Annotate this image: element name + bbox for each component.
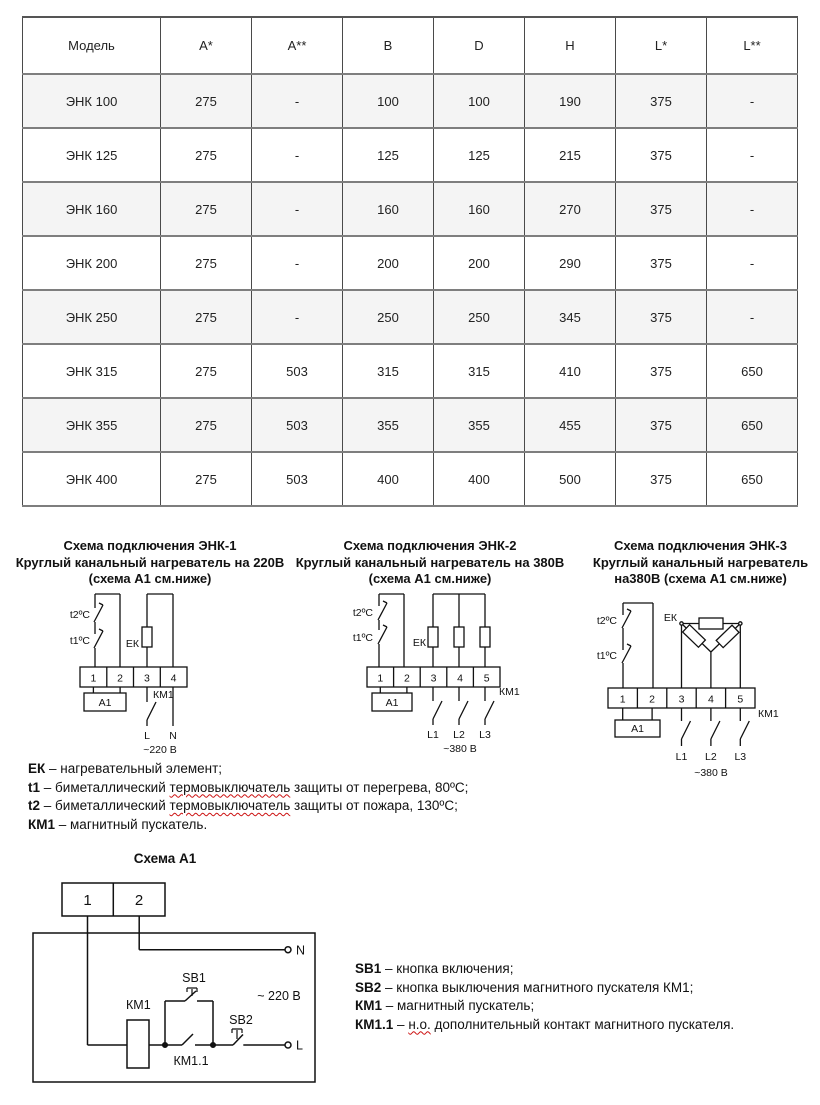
- diagram3-circuit: [580, 590, 815, 790]
- km1-contact-2: [711, 708, 720, 746]
- table-cell: 250: [434, 290, 525, 344]
- legend-text: – биметаллический: [43, 798, 166, 813]
- table-cell: ЭНК 200: [23, 236, 161, 290]
- legend-line-t1: [28, 779, 468, 798]
- legend-line-ek: [28, 760, 468, 779]
- table-cell: 315: [434, 344, 525, 398]
- t1-label: t1ºC: [596, 650, 617, 662]
- table-header-cell: H: [525, 17, 616, 74]
- legend-text: – биметаллический: [43, 779, 166, 795]
- legend-line-t2: [28, 797, 468, 816]
- voltage-label: ~380 В: [443, 743, 477, 755]
- table-cell: -: [707, 290, 798, 344]
- sb2-contact-blade: [233, 1035, 243, 1046]
- table-cell: 410: [525, 344, 616, 398]
- table-cell: 315: [343, 344, 434, 398]
- diagram3-title-line1: Схема подключения ЭНК-3: [614, 538, 787, 553]
- table-cell: 400: [434, 452, 525, 506]
- table-header-cell: A**: [252, 17, 343, 74]
- sb1-contact-blade: [185, 991, 196, 1001]
- table-cell: 375: [616, 128, 707, 182]
- neutral-n-label: N: [296, 943, 306, 958]
- table-row: [23, 128, 798, 182]
- table-cell: 275: [161, 74, 252, 128]
- table-header-cell: D: [434, 17, 525, 74]
- terminal-3: 3: [430, 672, 437, 685]
- legend-key: КМ1: [355, 998, 382, 1013]
- phase-l1-label: L1: [675, 751, 688, 763]
- diagram1-title: [15, 538, 285, 588]
- neutral-n-label: N: [169, 730, 177, 742]
- diagram2-title: [295, 538, 565, 588]
- table-cell: -: [252, 290, 343, 344]
- legend-text-misspelled: термовыключатель: [169, 779, 291, 795]
- diagram2-title-line1: Схема подключения ЭНК-2: [343, 538, 517, 553]
- ek-label: ЕК: [412, 637, 426, 649]
- table-cell: ЭНК 355: [23, 398, 161, 452]
- table-cell: -: [707, 182, 798, 236]
- heater-resistor-ek1: [428, 627, 438, 647]
- table-cell: ЭНК 125: [23, 128, 161, 182]
- terminal-2: 2: [649, 693, 656, 706]
- t1-label: t1ºC: [69, 635, 90, 647]
- table-cell: 275: [161, 398, 252, 452]
- table-row: [23, 290, 798, 344]
- table-cell: 375: [616, 344, 707, 398]
- terminal-3: 3: [678, 693, 685, 706]
- sb1-label: SB1: [182, 971, 206, 985]
- n-terminal: [285, 947, 291, 953]
- t1-label: t1ºC: [352, 632, 373, 644]
- legend-line-sb2: [355, 979, 734, 998]
- heater-resistor-ek: [142, 627, 152, 647]
- table-cell: 275: [161, 236, 252, 290]
- terminal-1: 1: [83, 892, 92, 909]
- a1-label: А1: [631, 723, 644, 735]
- legend-scheme-a1: [355, 960, 734, 1034]
- table-cell: 650: [707, 398, 798, 452]
- table-cell: 650: [707, 344, 798, 398]
- table-cell: 290: [525, 236, 616, 290]
- table-row: [23, 74, 798, 128]
- table-cell: ЭНК 250: [23, 290, 161, 344]
- diagram1-title-line1: Схема подключения ЭНК-1: [63, 538, 237, 553]
- voltage-label: ~380 В: [694, 767, 728, 779]
- table-cell: -: [707, 128, 798, 182]
- table-body: [23, 74, 798, 506]
- table-cell: -: [252, 74, 343, 128]
- table-cell: ЭНК 400: [23, 452, 161, 506]
- terminal-1: 1: [90, 672, 97, 685]
- km1-contact-3: [485, 687, 494, 725]
- table-cell: 250: [343, 290, 434, 344]
- delta-node-left: [680, 622, 683, 625]
- table-cell: -: [252, 182, 343, 236]
- table-cell: -: [252, 128, 343, 182]
- table-cell: 275: [161, 344, 252, 398]
- table-cell: 275: [161, 290, 252, 344]
- ek-label: ЕК: [663, 612, 677, 624]
- table-cell: 455: [525, 398, 616, 452]
- table-cell: 125: [343, 128, 434, 182]
- table-row: [23, 236, 798, 290]
- a1-label: А1: [385, 697, 399, 709]
- legend-text: – кнопка выключения магнитного пускателя КМ1;: [385, 979, 694, 995]
- legend-text-misspelled: н.о.: [408, 1016, 431, 1032]
- legend-key: SB1: [355, 961, 382, 976]
- phase-l3-label: L3: [479, 729, 491, 741]
- table-cell: 200: [434, 236, 525, 290]
- table-cell: 375: [616, 74, 707, 128]
- table-cell: 375: [616, 452, 707, 506]
- table-cell: -: [252, 236, 343, 290]
- table-cell: ЭНК 100: [23, 74, 161, 128]
- diagram1-title-line2: Круглый канальный нагреватель на 220В: [15, 554, 285, 570]
- voltage-label: ~220 В: [143, 744, 177, 756]
- km1-label: КМ1: [758, 708, 779, 720]
- table-cell: 503: [252, 344, 343, 398]
- table-header-cell: L*: [616, 17, 707, 74]
- table-cell: ЭНК 160: [23, 182, 161, 236]
- terminal-4: 4: [457, 672, 464, 685]
- junction-dot-left: [163, 1043, 168, 1048]
- km1-label: КМ1: [153, 689, 174, 701]
- table-header-cell: A*: [161, 17, 252, 74]
- terminal-2: 2: [134, 892, 144, 909]
- km1-contact-1: [682, 708, 691, 746]
- diagram1-title-line3: (схема А1 см.ниже): [88, 571, 212, 586]
- terminal-3: 3: [143, 672, 150, 685]
- diagram3-title-line3: на380В (схема А1 см.ниже): [614, 571, 787, 586]
- terminal-4: 4: [170, 672, 177, 685]
- table-header-cell: Модель: [23, 17, 161, 74]
- table-row: [23, 398, 798, 452]
- heater-resistor-ek2: [454, 627, 464, 647]
- legend-line-sb1: [355, 960, 734, 979]
- table-cell: -: [707, 236, 798, 290]
- diagram3-wires: [608, 603, 755, 746]
- table-cell: 200: [343, 236, 434, 290]
- legend-components: [28, 760, 468, 834]
- table-cell: 503: [252, 398, 343, 452]
- table-cell: 270: [525, 182, 616, 236]
- terminal-5: 5: [483, 672, 490, 685]
- km11-contact-blade: [182, 1034, 193, 1045]
- terminal-2: 2: [403, 672, 410, 685]
- table-cell: 400: [343, 452, 434, 506]
- terminal-1: 1: [377, 672, 384, 685]
- legend-key: ЕК: [28, 761, 46, 776]
- l-terminal: [285, 1042, 291, 1048]
- table-cell: 160: [343, 182, 434, 236]
- diagram1-wires: [80, 594, 187, 726]
- legend-text-misspelled: термовыключатель: [169, 798, 291, 813]
- table-cell: 503: [252, 452, 343, 506]
- table-cell: ЭНК 315: [23, 344, 161, 398]
- phase-l1-label: L1: [427, 729, 439, 741]
- table-cell: 160: [434, 182, 525, 236]
- table-cell: 500: [525, 452, 616, 506]
- scheme-a1-circuit: [30, 878, 330, 1093]
- legend-text: –: [397, 1016, 405, 1032]
- diagram3-title: [588, 538, 813, 588]
- legend-key: SB2: [355, 979, 382, 995]
- table-cell: 355: [434, 398, 525, 452]
- terminal-2: 2: [117, 672, 124, 685]
- legend-text: защиты от пожара, 130ºС;: [294, 798, 458, 813]
- table-cell: 375: [616, 290, 707, 344]
- ek-label: ЕК: [125, 638, 139, 650]
- legend-line-km1: [28, 816, 468, 835]
- legend-key: КМ1: [28, 816, 55, 832]
- junction-dot-right: [211, 1043, 216, 1048]
- t2-label: t2ºC: [352, 607, 373, 619]
- table-cell: 100: [343, 74, 434, 128]
- terminal-1: 1: [619, 693, 626, 706]
- legend-text: – магнитный пускатель.: [58, 816, 208, 832]
- legend-line-km11: [355, 1016, 734, 1035]
- diagram3-title-line2: Круглый канальный нагреватель: [592, 554, 809, 570]
- diagram1-circuit: [20, 590, 280, 760]
- a1-label: А1: [98, 697, 112, 709]
- phase-l3-label: L3: [734, 751, 747, 763]
- table-cell: 190: [525, 74, 616, 128]
- scheme-a1-title: Схема А1: [133, 851, 197, 866]
- km1-contact-1: [433, 687, 442, 725]
- terminal-5: 5: [737, 693, 744, 706]
- scheme-a1-wires: [33, 883, 315, 1082]
- diagram2-title-line2: Круглый канальный нагреватель на 380В: [295, 554, 565, 570]
- legend-key: t2: [28, 798, 41, 813]
- legend-text: – магнитный пускатель;: [385, 998, 535, 1013]
- km11-label: КМ1.1: [173, 1054, 209, 1068]
- legend-text: защиты от перегрева, 80ºС;: [294, 779, 469, 795]
- legend-key: КМ1.1: [355, 1016, 394, 1032]
- legend-text: – нагревательный элемент;: [49, 761, 223, 776]
- heater-resistor-top: [699, 618, 723, 629]
- table-cell: 355: [343, 398, 434, 452]
- legend-line-km1: [355, 997, 734, 1016]
- table-cell: -: [707, 74, 798, 128]
- table-cell: 100: [434, 74, 525, 128]
- km1-label: КМ1: [499, 686, 520, 698]
- table-cell: 275: [161, 452, 252, 506]
- t2-label: t2ºC: [596, 615, 617, 627]
- phase-l2-label: L2: [453, 729, 465, 741]
- sb2-label: SB2: [229, 1013, 253, 1027]
- table-header-cell: L**: [707, 17, 798, 74]
- legend-text: – кнопка включения;: [385, 961, 514, 976]
- table-row: [23, 182, 798, 236]
- terminal-4: 4: [707, 693, 714, 706]
- km1-label: КМ1: [126, 998, 151, 1012]
- diagram2-circuit: [300, 590, 580, 760]
- km1-contact: [147, 702, 156, 720]
- table-cell: 650: [707, 452, 798, 506]
- table-cell: 215: [525, 128, 616, 182]
- legend-key: t1: [28, 779, 41, 795]
- heater-resistor-ek3: [480, 627, 490, 647]
- diagram2-title-line3: (схема А1 см.ниже): [368, 571, 492, 586]
- legend-text: дополнительный контакт магнитного пускателя.: [434, 1016, 735, 1032]
- delta-node-right: [739, 622, 742, 625]
- table-header-cell: B: [343, 17, 434, 74]
- phase-l2-label: L2: [705, 751, 717, 763]
- table-cell: 375: [616, 182, 707, 236]
- table-header-row: [23, 17, 798, 74]
- t2-label: t2ºC: [69, 609, 90, 621]
- table-cell: 125: [434, 128, 525, 182]
- voltage-label: ~ 220 В: [257, 989, 301, 1003]
- table-cell: 375: [616, 398, 707, 452]
- table-row: [23, 452, 798, 506]
- dimensions-table: [22, 16, 798, 507]
- table-row: [23, 344, 798, 398]
- km1-contact-2: [459, 687, 468, 725]
- table-cell: 375: [616, 236, 707, 290]
- table-cell: 275: [161, 128, 252, 182]
- table-cell: 275: [161, 182, 252, 236]
- phase-l-label: L: [296, 1038, 303, 1053]
- table-cell: 345: [525, 290, 616, 344]
- phase-l-label: L: [144, 730, 150, 742]
- km1-contact-3: [740, 708, 749, 746]
- km1-coil: [127, 1020, 149, 1068]
